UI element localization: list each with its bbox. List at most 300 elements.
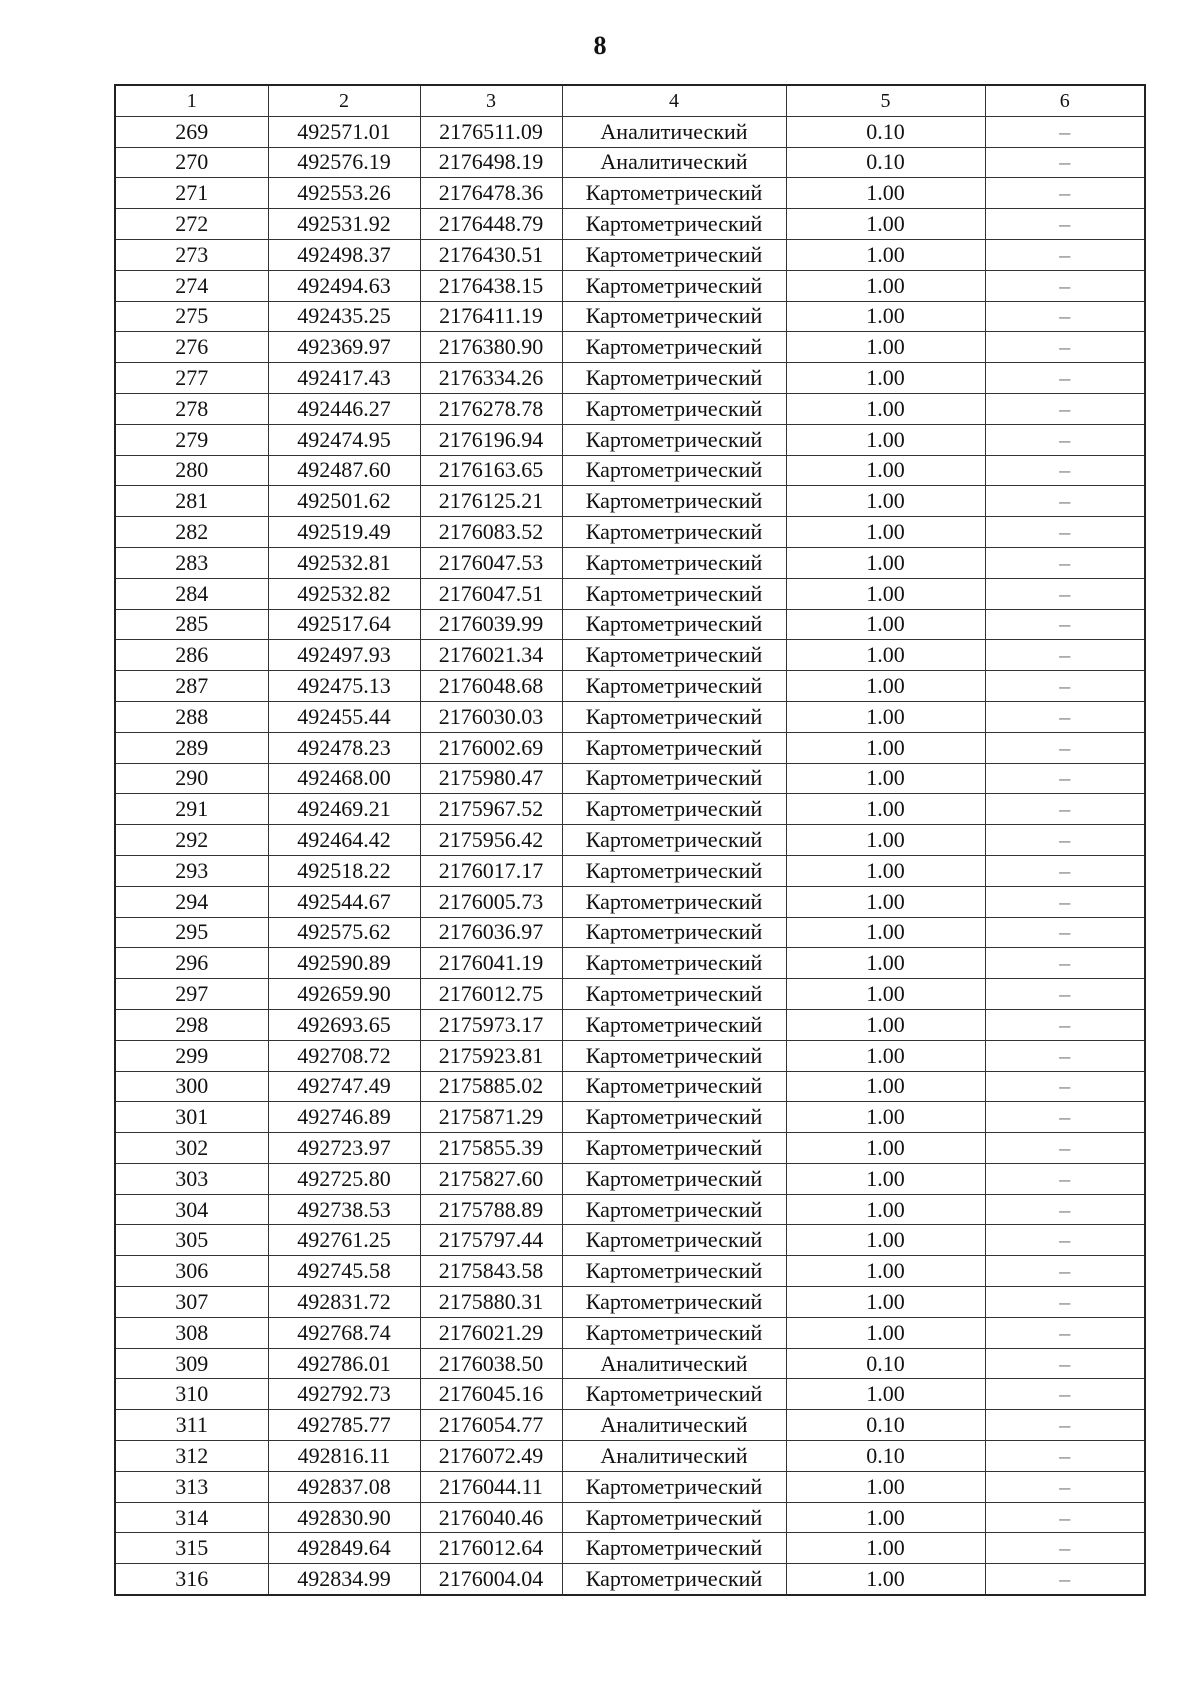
accuracy-cell: 1.00 — [786, 301, 985, 332]
note-cell: – — [985, 393, 1145, 424]
point-number-cell: 291 — [115, 794, 268, 825]
header-cell-4: 4 — [562, 85, 786, 116]
y-coordinate-cell: 2175827.60 — [420, 1163, 562, 1194]
x-coordinate-cell: 492738.53 — [268, 1194, 420, 1225]
y-coordinate-cell: 2176438.15 — [420, 270, 562, 301]
table-row — [115, 393, 1145, 424]
note-cell: – — [985, 1287, 1145, 1318]
accuracy-cell: 1.00 — [786, 917, 985, 948]
method-cell: Картометрический — [562, 1071, 786, 1102]
method-cell: Картометрический — [562, 948, 786, 979]
note-cell: – — [985, 979, 1145, 1010]
table-row — [115, 1502, 1145, 1533]
point-number-cell: 288 — [115, 701, 268, 732]
point-number-cell: 312 — [115, 1441, 268, 1472]
x-coordinate-cell: 492708.72 — [268, 1040, 420, 1071]
point-number-cell: 315 — [115, 1533, 268, 1564]
note-cell: – — [985, 1379, 1145, 1410]
accuracy-cell: 1.00 — [786, 1379, 985, 1410]
y-coordinate-cell: 2176072.49 — [420, 1441, 562, 1472]
method-cell: Картометрический — [562, 239, 786, 270]
x-coordinate-cell: 492469.21 — [268, 794, 420, 825]
y-coordinate-cell: 2176036.97 — [420, 917, 562, 948]
y-coordinate-cell: 2175885.02 — [420, 1071, 562, 1102]
y-coordinate-cell: 2176041.19 — [420, 948, 562, 979]
y-coordinate-cell: 2175956.42 — [420, 825, 562, 856]
note-cell: – — [985, 1471, 1145, 1502]
x-coordinate-cell: 492417.43 — [268, 363, 420, 394]
note-cell: – — [985, 517, 1145, 548]
y-coordinate-cell: 2176054.77 — [420, 1410, 562, 1441]
accuracy-cell: 1.00 — [786, 239, 985, 270]
method-cell: Картометрический — [562, 1133, 786, 1164]
table-row — [115, 979, 1145, 1010]
x-coordinate-cell: 492532.82 — [268, 578, 420, 609]
note-cell: – — [985, 1102, 1145, 1133]
point-number-cell: 294 — [115, 886, 268, 917]
note-cell: – — [985, 763, 1145, 794]
note-cell: – — [985, 363, 1145, 394]
method-cell: Картометрический — [562, 517, 786, 548]
method-cell: Картометрический — [562, 578, 786, 609]
table-row — [115, 701, 1145, 732]
point-number-cell: 279 — [115, 424, 268, 455]
point-number-cell: 313 — [115, 1471, 268, 1502]
accuracy-cell: 1.00 — [786, 763, 985, 794]
method-cell: Картометрический — [562, 1163, 786, 1194]
table-row — [115, 147, 1145, 178]
y-coordinate-cell: 2176478.36 — [420, 178, 562, 209]
table-row — [115, 1256, 1145, 1287]
table-row — [115, 732, 1145, 763]
accuracy-cell: 1.00 — [786, 1194, 985, 1225]
x-coordinate-cell: 492464.42 — [268, 825, 420, 856]
table-row — [115, 1225, 1145, 1256]
point-number-cell: 298 — [115, 1009, 268, 1040]
accuracy-cell: 1.00 — [786, 424, 985, 455]
table-row — [115, 424, 1145, 455]
table-row — [115, 1441, 1145, 1472]
table-row — [115, 455, 1145, 486]
accuracy-cell: 1.00 — [786, 455, 985, 486]
method-cell: Картометрический — [562, 917, 786, 948]
method-cell: Картометрический — [562, 732, 786, 763]
point-number-cell: 295 — [115, 917, 268, 948]
method-cell: Картометрический — [562, 825, 786, 856]
point-number-cell: 274 — [115, 270, 268, 301]
y-coordinate-cell: 2175923.81 — [420, 1040, 562, 1071]
table-row — [115, 363, 1145, 394]
table-row — [115, 1564, 1145, 1595]
accuracy-cell: 0.10 — [786, 116, 985, 147]
table-row — [115, 671, 1145, 702]
method-cell: Картометрический — [562, 1317, 786, 1348]
y-coordinate-cell: 2176411.19 — [420, 301, 562, 332]
y-coordinate-cell: 2176511.09 — [420, 116, 562, 147]
accuracy-cell: 1.00 — [786, 1009, 985, 1040]
accuracy-cell: 1.00 — [786, 178, 985, 209]
point-number-cell: 310 — [115, 1379, 268, 1410]
coordinates-table — [114, 84, 1146, 1596]
table-row — [115, 1194, 1145, 1225]
y-coordinate-cell: 2176039.99 — [420, 609, 562, 640]
table-row — [115, 886, 1145, 917]
y-coordinate-cell: 2176448.79 — [420, 209, 562, 240]
table-row — [115, 1533, 1145, 1564]
y-coordinate-cell: 2175843.58 — [420, 1256, 562, 1287]
note-cell: – — [985, 239, 1145, 270]
point-number-cell: 273 — [115, 239, 268, 270]
accuracy-cell: 1.00 — [786, 486, 985, 517]
x-coordinate-cell: 492746.89 — [268, 1102, 420, 1133]
point-number-cell: 278 — [115, 393, 268, 424]
point-number-cell: 293 — [115, 855, 268, 886]
y-coordinate-cell: 2175967.52 — [420, 794, 562, 825]
point-number-cell: 314 — [115, 1502, 268, 1533]
note-cell: – — [985, 701, 1145, 732]
accuracy-cell: 1.00 — [786, 1225, 985, 1256]
point-number-cell: 306 — [115, 1256, 268, 1287]
table-row — [115, 609, 1145, 640]
point-number-cell: 282 — [115, 517, 268, 548]
method-cell: Картометрический — [562, 1009, 786, 1040]
x-coordinate-cell: 492455.44 — [268, 701, 420, 732]
method-cell: Картометрический — [562, 794, 786, 825]
table-row — [115, 1009, 1145, 1040]
method-cell: Картометрический — [562, 332, 786, 363]
x-coordinate-cell: 492531.92 — [268, 209, 420, 240]
x-coordinate-cell: 492785.77 — [268, 1410, 420, 1441]
point-number-cell: 276 — [115, 332, 268, 363]
method-cell: Картометрический — [562, 763, 786, 794]
table-row — [115, 1471, 1145, 1502]
x-coordinate-cell: 492571.01 — [268, 116, 420, 147]
method-cell: Картометрический — [562, 1502, 786, 1533]
y-coordinate-cell: 2176278.78 — [420, 393, 562, 424]
x-coordinate-cell: 492478.23 — [268, 732, 420, 763]
accuracy-cell: 0.10 — [786, 1348, 985, 1379]
y-coordinate-cell: 2176047.53 — [420, 547, 562, 578]
note-cell: – — [985, 886, 1145, 917]
y-coordinate-cell: 2176012.64 — [420, 1533, 562, 1564]
point-number-cell: 287 — [115, 671, 268, 702]
accuracy-cell: 1.00 — [786, 363, 985, 394]
note-cell: – — [985, 547, 1145, 578]
point-number-cell: 275 — [115, 301, 268, 332]
method-cell: Картометрический — [562, 979, 786, 1010]
x-coordinate-cell: 492768.74 — [268, 1317, 420, 1348]
note-cell: – — [985, 209, 1145, 240]
method-cell: Картометрический — [562, 1533, 786, 1564]
method-cell: Картометрический — [562, 547, 786, 578]
x-coordinate-cell: 492475.13 — [268, 671, 420, 702]
note-cell: – — [985, 1256, 1145, 1287]
point-number-cell: 316 — [115, 1564, 268, 1595]
accuracy-cell: 1.00 — [786, 1102, 985, 1133]
table-header-row — [115, 85, 1145, 116]
y-coordinate-cell: 2176002.69 — [420, 732, 562, 763]
table-body — [115, 85, 1145, 1595]
method-cell: Картометрический — [562, 1256, 786, 1287]
method-cell: Картометрический — [562, 671, 786, 702]
accuracy-cell: 0.10 — [786, 147, 985, 178]
table-row — [115, 1379, 1145, 1410]
accuracy-cell: 1.00 — [786, 578, 985, 609]
x-coordinate-cell: 492517.64 — [268, 609, 420, 640]
point-number-cell: 271 — [115, 178, 268, 209]
point-number-cell: 307 — [115, 1287, 268, 1318]
header-cell-6: 6 — [985, 85, 1145, 116]
accuracy-cell: 1.00 — [786, 1133, 985, 1164]
note-cell: – — [985, 1133, 1145, 1164]
note-cell: – — [985, 332, 1145, 363]
x-coordinate-cell: 492837.08 — [268, 1471, 420, 1502]
point-number-cell: 305 — [115, 1225, 268, 1256]
table-row — [115, 332, 1145, 363]
note-cell: – — [985, 178, 1145, 209]
table-row — [115, 948, 1145, 979]
header-cell-3: 3 — [420, 85, 562, 116]
accuracy-cell: 1.00 — [786, 1071, 985, 1102]
note-cell: – — [985, 855, 1145, 886]
point-number-cell: 280 — [115, 455, 268, 486]
table-row — [115, 486, 1145, 517]
y-coordinate-cell: 2176012.75 — [420, 979, 562, 1010]
note-cell: – — [985, 1441, 1145, 1472]
note-cell: – — [985, 578, 1145, 609]
table-row — [115, 794, 1145, 825]
y-coordinate-cell: 2176038.50 — [420, 1348, 562, 1379]
method-cell: Картометрический — [562, 1194, 786, 1225]
table-row — [115, 763, 1145, 794]
y-coordinate-cell: 2176005.73 — [420, 886, 562, 917]
point-number-cell: 292 — [115, 825, 268, 856]
x-coordinate-cell: 492575.62 — [268, 917, 420, 948]
x-coordinate-cell: 492553.26 — [268, 178, 420, 209]
x-coordinate-cell: 492786.01 — [268, 1348, 420, 1379]
note-cell: – — [985, 1071, 1145, 1102]
y-coordinate-cell: 2176045.16 — [420, 1379, 562, 1410]
y-coordinate-cell: 2176048.68 — [420, 671, 562, 702]
note-cell: – — [985, 147, 1145, 178]
table-row — [115, 547, 1145, 578]
x-coordinate-cell: 492761.25 — [268, 1225, 420, 1256]
table-row — [115, 1163, 1145, 1194]
point-number-cell: 302 — [115, 1133, 268, 1164]
accuracy-cell: 1.00 — [786, 1471, 985, 1502]
point-number-cell: 304 — [115, 1194, 268, 1225]
point-number-cell: 299 — [115, 1040, 268, 1071]
x-coordinate-cell: 492468.00 — [268, 763, 420, 794]
method-cell: Картометрический — [562, 486, 786, 517]
note-cell: – — [985, 609, 1145, 640]
y-coordinate-cell: 2175855.39 — [420, 1133, 562, 1164]
point-number-cell: 297 — [115, 979, 268, 1010]
accuracy-cell: 1.00 — [786, 732, 985, 763]
method-cell: Картометрический — [562, 393, 786, 424]
x-coordinate-cell: 492590.89 — [268, 948, 420, 979]
y-coordinate-cell: 2176196.94 — [420, 424, 562, 455]
method-cell: Аналитический — [562, 1348, 786, 1379]
method-cell: Картометрический — [562, 1564, 786, 1595]
note-cell: – — [985, 1040, 1145, 1071]
accuracy-cell: 1.00 — [786, 1287, 985, 1318]
table-row — [115, 917, 1145, 948]
x-coordinate-cell: 492487.60 — [268, 455, 420, 486]
x-coordinate-cell: 492745.58 — [268, 1256, 420, 1287]
note-cell: – — [985, 917, 1145, 948]
x-coordinate-cell: 492532.81 — [268, 547, 420, 578]
x-coordinate-cell: 492725.80 — [268, 1163, 420, 1194]
x-coordinate-cell: 492830.90 — [268, 1502, 420, 1533]
y-coordinate-cell: 2176083.52 — [420, 517, 562, 548]
accuracy-cell: 1.00 — [786, 393, 985, 424]
y-coordinate-cell: 2176040.46 — [420, 1502, 562, 1533]
note-cell: – — [985, 1163, 1145, 1194]
method-cell: Картометрический — [562, 363, 786, 394]
note-cell: – — [985, 732, 1145, 763]
y-coordinate-cell: 2176044.11 — [420, 1471, 562, 1502]
note-cell: – — [985, 1009, 1145, 1040]
note-cell: – — [985, 301, 1145, 332]
header-cell-1: 1 — [115, 85, 268, 116]
method-cell: Картометрический — [562, 301, 786, 332]
method-cell: Картометрический — [562, 209, 786, 240]
method-cell: Картометрический — [562, 886, 786, 917]
method-cell: Аналитический — [562, 1441, 786, 1472]
accuracy-cell: 1.00 — [786, 1564, 985, 1595]
table-row — [115, 1102, 1145, 1133]
point-number-cell: 269 — [115, 116, 268, 147]
note-cell: – — [985, 116, 1145, 147]
method-cell: Картометрический — [562, 270, 786, 301]
accuracy-cell: 1.00 — [786, 701, 985, 732]
x-coordinate-cell: 492849.64 — [268, 1533, 420, 1564]
x-coordinate-cell: 492446.27 — [268, 393, 420, 424]
method-cell: Картометрический — [562, 640, 786, 671]
y-coordinate-cell: 2176021.29 — [420, 1317, 562, 1348]
x-coordinate-cell: 492498.37 — [268, 239, 420, 270]
note-cell: – — [985, 1348, 1145, 1379]
accuracy-cell: 1.00 — [786, 517, 985, 548]
note-cell: – — [985, 1533, 1145, 1564]
method-cell: Картометрический — [562, 855, 786, 886]
y-coordinate-cell: 2176498.19 — [420, 147, 562, 178]
y-coordinate-cell: 2175980.47 — [420, 763, 562, 794]
point-number-cell: 281 — [115, 486, 268, 517]
accuracy-cell: 1.00 — [786, 1533, 985, 1564]
accuracy-cell: 1.00 — [786, 332, 985, 363]
table-row — [115, 825, 1145, 856]
accuracy-cell: 1.00 — [786, 671, 985, 702]
note-cell: – — [985, 1410, 1145, 1441]
x-coordinate-cell: 492747.49 — [268, 1071, 420, 1102]
point-number-cell: 272 — [115, 209, 268, 240]
method-cell: Аналитический — [562, 147, 786, 178]
method-cell: Картометрический — [562, 455, 786, 486]
y-coordinate-cell: 2176380.90 — [420, 332, 562, 363]
note-cell: – — [985, 1502, 1145, 1533]
x-coordinate-cell: 492723.97 — [268, 1133, 420, 1164]
point-number-cell: 300 — [115, 1071, 268, 1102]
table-row — [115, 1317, 1145, 1348]
x-coordinate-cell: 492693.65 — [268, 1009, 420, 1040]
y-coordinate-cell: 2175973.17 — [420, 1009, 562, 1040]
point-number-cell: 289 — [115, 732, 268, 763]
x-coordinate-cell: 492792.73 — [268, 1379, 420, 1410]
table-row — [115, 1133, 1145, 1164]
method-cell: Картометрический — [562, 1379, 786, 1410]
note-cell: – — [985, 1564, 1145, 1595]
point-number-cell: 277 — [115, 363, 268, 394]
note-cell: – — [985, 270, 1145, 301]
accuracy-cell: 1.00 — [786, 855, 985, 886]
note-cell: – — [985, 1194, 1145, 1225]
y-coordinate-cell: 2175788.89 — [420, 1194, 562, 1225]
table-row — [115, 1040, 1145, 1071]
accuracy-cell: 1.00 — [786, 1317, 985, 1348]
y-coordinate-cell: 2176125.21 — [420, 486, 562, 517]
table-row — [115, 578, 1145, 609]
y-coordinate-cell: 2176017.17 — [420, 855, 562, 886]
y-coordinate-cell: 2176430.51 — [420, 239, 562, 270]
x-coordinate-cell: 492474.95 — [268, 424, 420, 455]
x-coordinate-cell: 492576.19 — [268, 147, 420, 178]
note-cell: – — [985, 486, 1145, 517]
accuracy-cell: 1.00 — [786, 640, 985, 671]
x-coordinate-cell: 492834.99 — [268, 1564, 420, 1595]
method-cell: Картометрический — [562, 1225, 786, 1256]
point-number-cell: 311 — [115, 1410, 268, 1441]
header-cell-5: 5 — [786, 85, 985, 116]
table-row — [115, 301, 1145, 332]
table-row — [115, 178, 1145, 209]
y-coordinate-cell: 2176004.04 — [420, 1564, 562, 1595]
note-cell: – — [985, 424, 1145, 455]
note-cell: – — [985, 794, 1145, 825]
accuracy-cell: 1.00 — [786, 1163, 985, 1194]
x-coordinate-cell: 492659.90 — [268, 979, 420, 1010]
table-row — [115, 1287, 1145, 1318]
accuracy-cell: 1.00 — [786, 209, 985, 240]
table-row — [115, 517, 1145, 548]
point-number-cell: 286 — [115, 640, 268, 671]
method-cell: Картометрический — [562, 609, 786, 640]
accuracy-cell: 1.00 — [786, 1502, 985, 1533]
y-coordinate-cell: 2176334.26 — [420, 363, 562, 394]
y-coordinate-cell: 2175871.29 — [420, 1102, 562, 1133]
y-coordinate-cell: 2176047.51 — [420, 578, 562, 609]
point-number-cell: 270 — [115, 147, 268, 178]
table-row — [115, 116, 1145, 147]
x-coordinate-cell: 492369.97 — [268, 332, 420, 363]
x-coordinate-cell: 492816.11 — [268, 1441, 420, 1472]
x-coordinate-cell: 492435.25 — [268, 301, 420, 332]
method-cell: Картометрический — [562, 424, 786, 455]
point-number-cell: 309 — [115, 1348, 268, 1379]
note-cell: – — [985, 948, 1145, 979]
page-number: 8 — [593, 31, 607, 60]
x-coordinate-cell: 492831.72 — [268, 1287, 420, 1318]
accuracy-cell: 1.00 — [786, 794, 985, 825]
point-number-cell: 283 — [115, 547, 268, 578]
method-cell: Картометрический — [562, 1040, 786, 1071]
table-row — [115, 209, 1145, 240]
accuracy-cell: 1.00 — [786, 609, 985, 640]
method-cell: Аналитический — [562, 116, 786, 147]
x-coordinate-cell: 492519.49 — [268, 517, 420, 548]
table-row — [115, 1410, 1145, 1441]
